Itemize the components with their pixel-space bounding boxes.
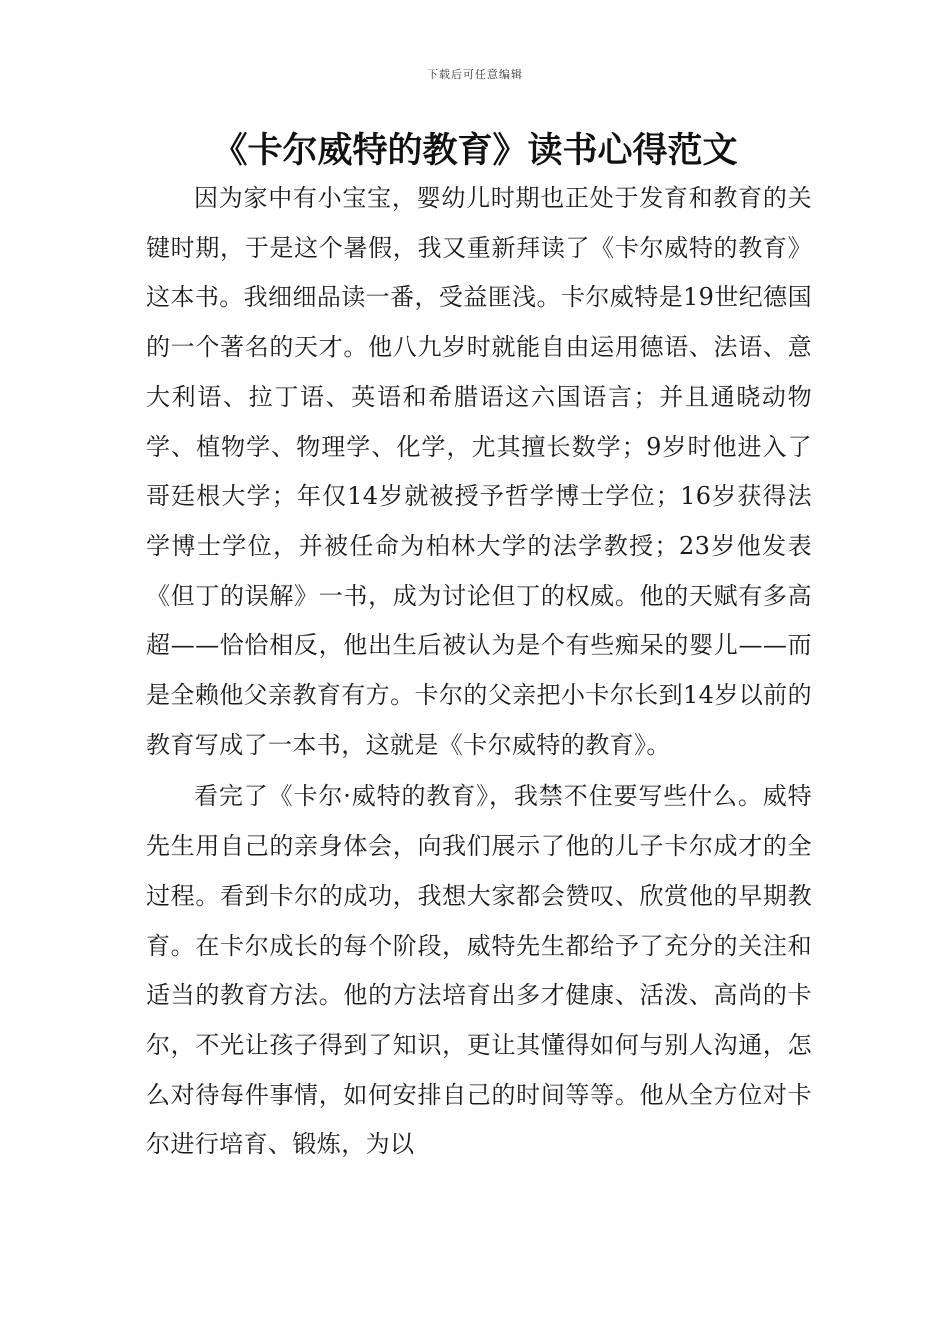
paragraph-1: 因为家中有小宝宝，婴幼儿时期也正处于发育和教育的关键时期，于是这个暑假，我又重新拜读了《卡尔威特的教育》这本书。我细细品读一番，受益匪浅。卡尔威特是19世纪德国的一个著名的天才。他八九岁时就能自由运用德语、法语、意大利语、拉丁语、英语和希腊语这六国语言；并且通晓动物学、植物学、物理学、化学，尤其擅长数学；9岁时他进入了哥廷根大学；年仅14岁就被授予哲学博士学位；16岁获得法学博士学位，并被任命为柏林大学的法学教授；23岁他发表《但丁的误解》一书，成为讨论但丁的权威。他的天赋有多高超——恰恰相反，他出生后被认为是个有些痴呆的婴儿——而是全赖他父亲教育有方。卡尔的父亲把小卡尔长到14岁以前的教育写成了一本书，这就是《卡尔威特的教育》。: [146, 184, 812, 759]
paragraph-2: 看完了《卡尔·威特的教育》，我禁不住要写些什么。威特先生用自己的亲身体会，向我们展示了他的儿子卡尔成才的全过程。看到卡尔的成功，我想大家都会赞叹、欣赏他的早期教育。在卡尔成长的每个阶段，威特先生都给予了充分的关注和适当的教育方法。他的方法培育出多才健康、活泼、高尚的卡尔，不光让孩子得到了知识，更让其懂得如何与别人沟通，怎么对待每件事情，如何安排自己的时间等等。他从全方位对卡尔进行培育、锻炼，为以: [146, 782, 812, 1159]
document-title: 《卡尔威特的教育》读书心得范文: [212, 131, 738, 171]
document-body: [146, 174, 812, 1170]
header-note: 下载后可任意编辑: [427, 68, 523, 81]
